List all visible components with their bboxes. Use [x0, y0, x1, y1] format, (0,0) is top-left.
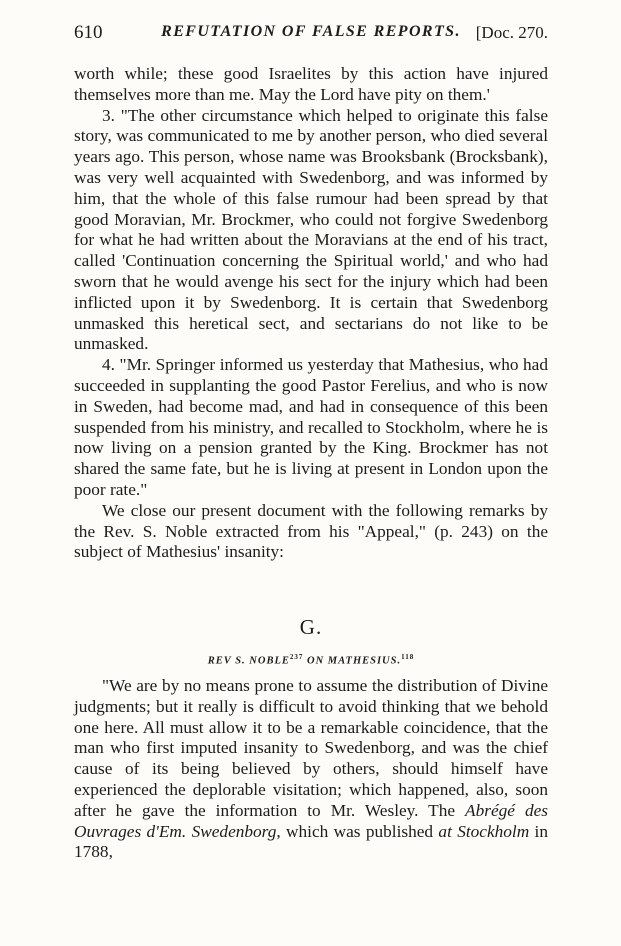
quote-text-b: , which was published — [276, 821, 439, 841]
footnote-marker-237: 237 — [289, 653, 304, 661]
body-text-lower — [74, 676, 548, 863]
section-subheading — [74, 653, 548, 667]
running-title: REFUTATION OF FALSE REPORTS. — [161, 23, 461, 40]
paragraph-3: 3. "The other circumstance which helped to originate this false story, was communicated to me by another person, who died several years ago. This person, whose name was Brooksbank (Brocksbank), was very well acquainted with Swedenborg, and was informed by him, that the whole of this false rumour had been spread by that good Moravian, Mr. Brockmer, who could not forgive Swedenborg for what he had written about the Moravians at the end of his tract, called 'Continuation concerning the Spiritual world,' and who had sworn that he would avenge his sect for the injury which had been inflicted upon it by Swedenborg. It is certain that Swedenborg unmasked this heretical sect, and sectarians do not like to be unmasked. — [74, 105, 548, 354]
page-number: 610 — [74, 22, 103, 43]
subheading-text: REV S. NOBLE — [207, 655, 290, 667]
section-letter: G. — [299, 615, 323, 639]
footnote-marker-118: 118 — [401, 653, 415, 661]
quote-text-a: "We are by no means prone to assume the distribution of Divine judgments; but it really is difficult to avoid thinking that we behold one here. All must allow it to be a remarkable coincidence, that the man who first imputed insanity to Swedenborg, and was the chief cause of its being believed by others, should himself have experienced the deplorable visitation; which happened, also, soon after he gave the information to Mr. Wesley. The — [74, 676, 548, 820]
running-header — [74, 22, 548, 44]
paragraph-closing-remark: We close our present document with the following remarks by the Rev. S. Noble extracted from his "Appeal," (p. 243) on the subject of Mathesius' insanity: — [74, 500, 548, 562]
quote-place-italic: at Stockholm — [438, 821, 530, 841]
document-reference: [Doc. 270. — [475, 23, 548, 42]
paragraph-4: 4. "Mr. Springer informed us yesterday that Mathesius, who had succeeded in supplanting the good Pastor Ferelius, and who is now in Sweden, had become mad, and had in consequence of this been suspended from his ministry, and recalled to Stockholm, where he is now living on a pension granted by the King. Brockmer has not shared the same fate, but he is living at present in London upon the poor rate." — [74, 355, 548, 499]
body-text-upper — [74, 64, 548, 563]
quote-text-c: in 1788, — [74, 821, 548, 862]
subheading-text-tail: ON MATHESIUS. — [303, 655, 402, 667]
paragraph-continuation: worth while; these good Israelites by this action have injured themselves more than me. May the Lord have pity on them.' — [74, 64, 548, 104]
quote-title-italic: Abrégé des Ouvrages d'Em. Swedenborg — [74, 800, 548, 841]
paragraph-noble-quote — [74, 676, 548, 863]
